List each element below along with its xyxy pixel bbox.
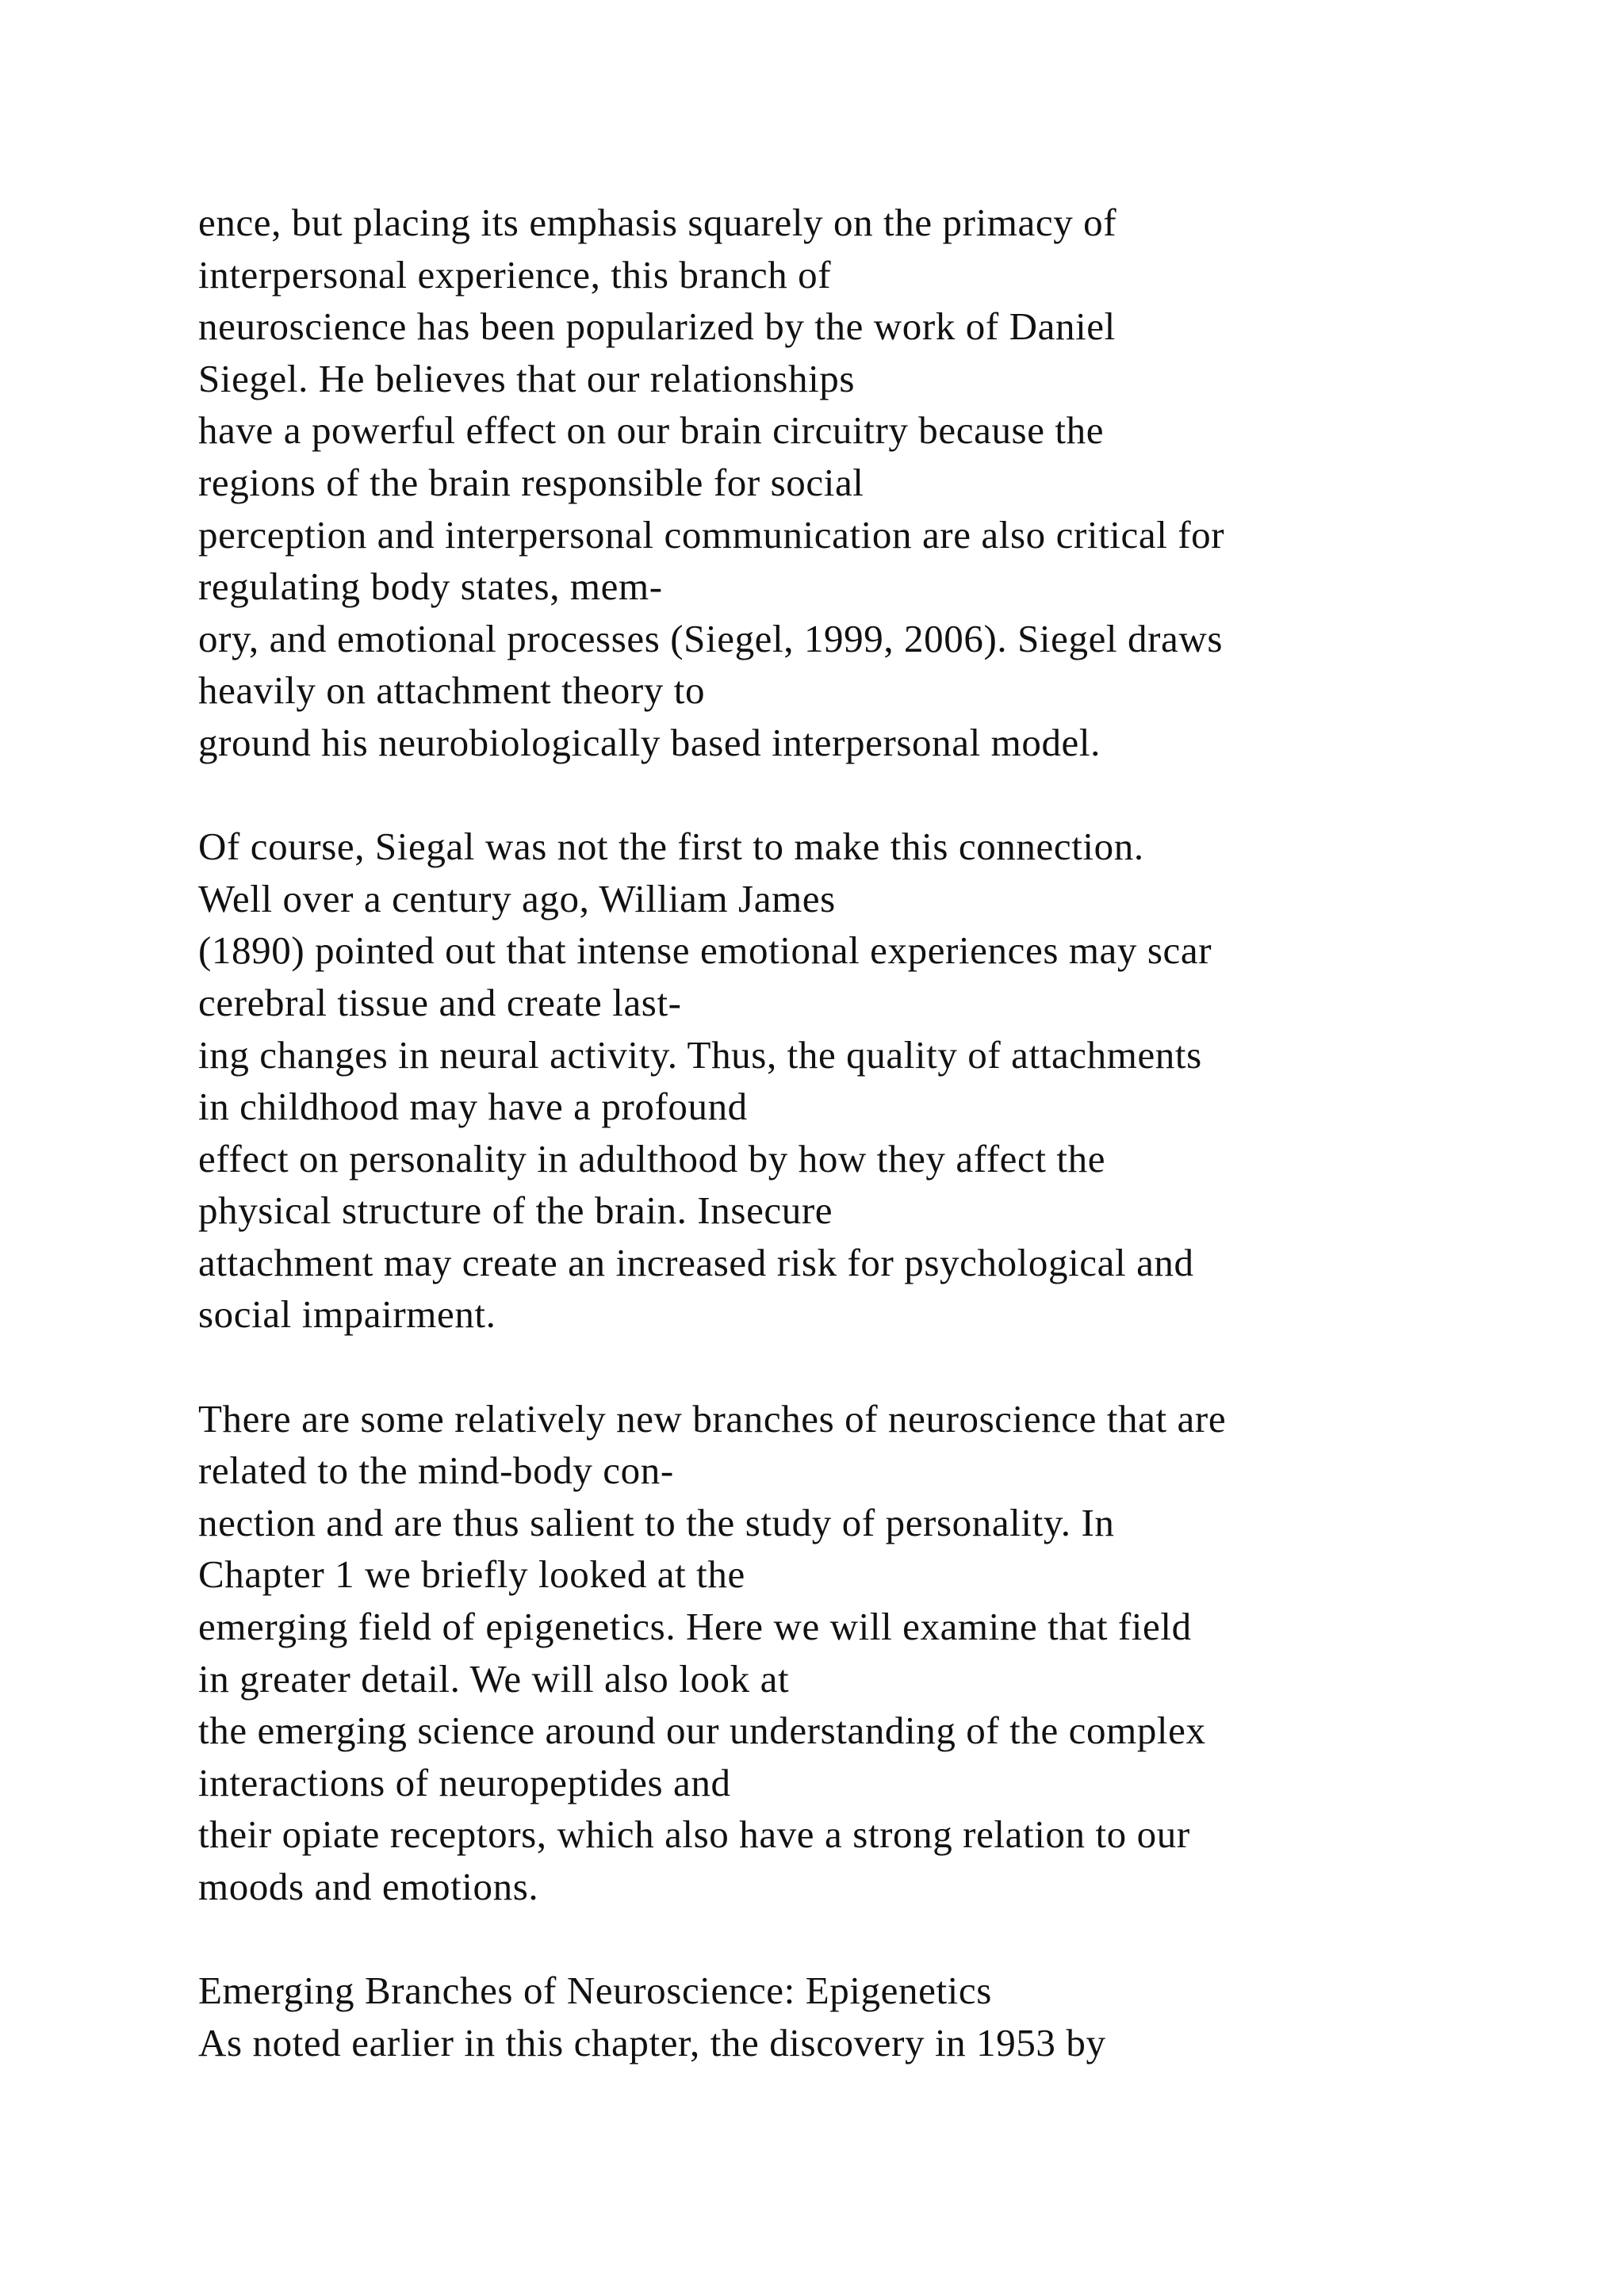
text-line: ory, and emotional processes (Siegel, 1999, 2006). Siegel draws: [198, 616, 1224, 660]
text-line: (1890) pointed out that intense emotional experiences may scar: [198, 928, 1212, 973]
text-line: physical structure of the brain. Insecure: [198, 1188, 833, 1233]
text-line: the emerging science around our understanding of the complex: [198, 1709, 1206, 1753]
text-line: ground his neurobiologically based interpersonal model.: [198, 720, 1101, 764]
text-line: regions of the brain responsible for social: [198, 460, 864, 504]
paragraph-gap: [198, 769, 1546, 821]
text-line: heavily on attachment theory to: [198, 668, 706, 713]
section-epigenetics: [198, 1965, 1546, 2068]
text-line: nection and are thus salient to the study of personality. In: [198, 1500, 1115, 1544]
text-line: in greater detail. We will also look at: [198, 1656, 790, 1701]
text-line: As noted earlier in this chapter, the discovery in 1953 by: [198, 2020, 1106, 2064]
text-line: regulating body states, mem-: [198, 564, 663, 609]
text-line: ing changes in neural activity. Thus, the quality of attachments: [198, 1032, 1202, 1077]
text-line: Chapter 1 we briefly looked at the: [198, 1552, 745, 1597]
text-line: attachment may create an increased risk for psychological and: [198, 1240, 1194, 1284]
text-line: moods and emotions.: [198, 1865, 539, 1908]
text-line: Of course, Siegal was not the first to make this connection.: [198, 825, 1144, 869]
paragraph-new-branches: [198, 1393, 1546, 1913]
text-line: There are some relatively new branches of neuroscience that are: [198, 1396, 1227, 1441]
text-line: related to the mind-body con-: [198, 1448, 674, 1493]
paragraph-gap: [198, 1913, 1546, 1965]
text-line: cerebral tissue and create last-: [198, 980, 682, 1024]
text-line: interpersonal experience, this branch of: [198, 252, 832, 297]
text-line: social impairment.: [198, 1292, 496, 1337]
text-line: their opiate receptors, which also have a strong relation to our: [198, 1812, 1190, 1857]
text-line: interactions of neuropeptides and: [198, 1760, 731, 1804]
text-line: Well over a century ago, William James: [198, 876, 836, 920]
text-line: effect on personality in adulthood by how they affect the: [198, 1136, 1106, 1181]
text-line: Siegel. He believes that our relationships: [198, 356, 856, 400]
paragraph-william-james: [198, 821, 1546, 1341]
section-heading: Emerging Branches of Neuroscience: Epigenetics: [198, 1969, 992, 2013]
paragraph-siegel: [198, 197, 1546, 769]
text-line: neuroscience has been popularized by the work of Daniel: [198, 304, 1116, 349]
text-line: have a powerful effect on our brain circuitry because the: [198, 408, 1105, 453]
document-body: [198, 197, 1546, 2068]
paragraph-gap: [198, 1341, 1546, 1393]
text-line: ence, but placing its emphasis squarely on the primacy of: [198, 201, 1117, 244]
text-line: perception and interpersonal communication are also critical for: [198, 512, 1225, 557]
text-line: in childhood may have a profound: [198, 1085, 748, 1129]
text-line: emerging field of epigenetics. Here we will examine that field: [198, 1605, 1192, 1649]
